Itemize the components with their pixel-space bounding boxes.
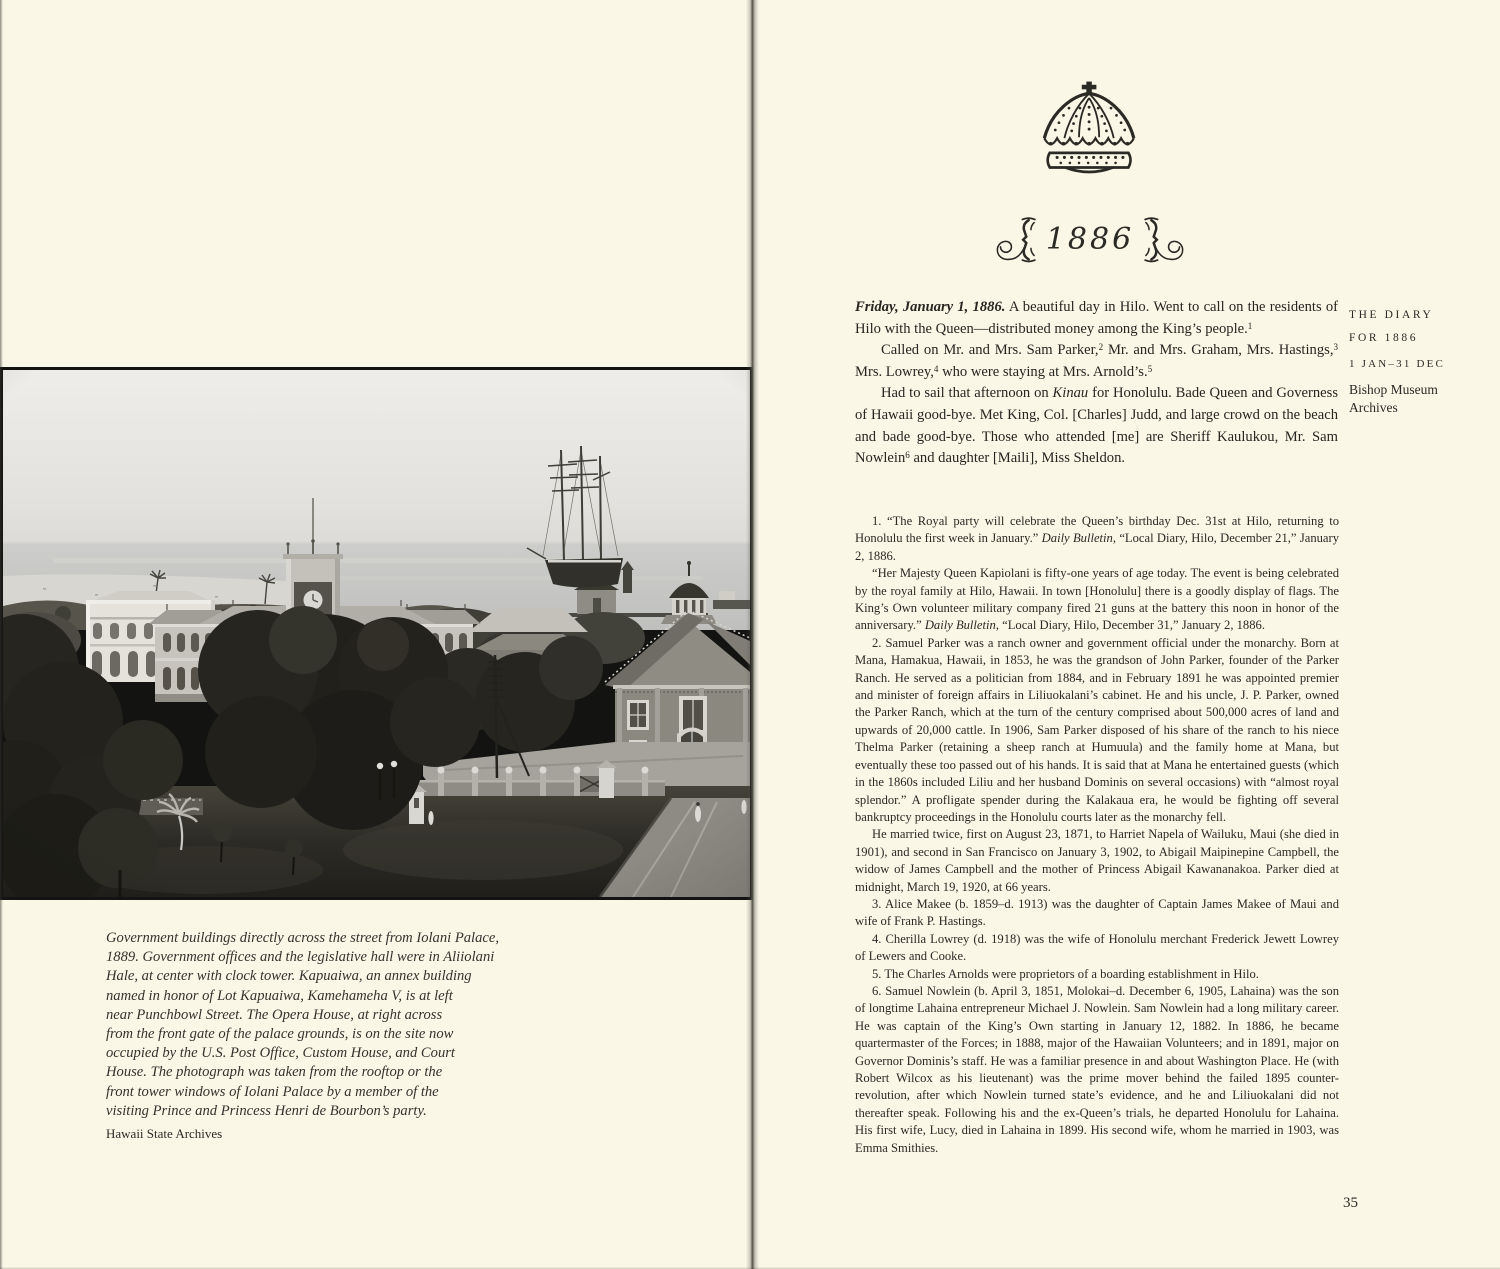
paragraph: 4. Cherilla Lowrey (d. 1918) was the wife of Honolulu merchant Frederick Jewett Lowrey of Lewers and Cooke. bbox=[855, 931, 1339, 964]
year-flourish-left-icon bbox=[988, 212, 1038, 266]
margin-sidebar bbox=[1349, 304, 1491, 416]
paragraph: Called on Mr. and Mrs. Sam Parker,$^2$ Mr. and Mrs. Graham, Mrs. Hastings,$^3$ Mrs. Lowrey,$^4$ who were staying at Mrs. Arnold’s.$^5$ bbox=[855, 342, 1338, 380]
caption-line: Government buildings directly across the street from Iolani Palace, bbox=[106, 930, 500, 946]
crown-icon bbox=[1037, 77, 1143, 183]
year-ornament bbox=[980, 208, 1200, 270]
footnotes bbox=[855, 513, 1339, 1157]
caption-line: visiting Prince and Princess Henri de Bourbon’s party. bbox=[106, 1102, 427, 1119]
paragraph: Friday, January 1, 1886. A beautiful day in Hilo. Went to call on the residents of Hilo with the Queen—distributed money among the King’s people.$^1$ bbox=[855, 299, 1339, 337]
paragraph: “Her Majesty Queen Kapiolani is fifty-one years of age today. The event is being celebrated by the royal family at Hilo, Hawaii. In town [Honolulu] there is a goodly display of flags. The King’s Own volunteer military company fired 21 guns at the battery this noon in honor of the anniversary.” Daily Bulletin, “Local Diary, Hilo, December 31,” January 2, 1886. bbox=[855, 566, 1339, 633]
page-gutter bbox=[746, 0, 759, 1269]
government-buildings-photo bbox=[3, 370, 750, 897]
year-label: 1886 bbox=[1045, 221, 1135, 257]
caption-line: from the front gate of the palace grounds, is on the site now bbox=[106, 1026, 454, 1043]
sidebar-source-line1: Bishop Museum bbox=[1349, 382, 1438, 397]
photo-caption bbox=[106, 929, 536, 1121]
page-left-edge bbox=[0, 0, 3, 1269]
paragraph: 6. Samuel Nowlein (b. April 3, 1851, Molokai–d. December 6, 1905, Lahaina) was the son of longtime Lahaina entrepreneur Michael J. Nowlein. Sam Nowlein had a long military career. He was captain of the King’s Own starting in January 12, 1882. In 1886, he became quartermaster of the Forces; in 1888, major of the Hawaiian Volunteers; and in 1891, major on Governor Dominis’s staff. He was a familiar presence in and about Washington Place. He (with Robert Wilcox as his lieutenant) was the prime mover behind the failed 1895 counter-revolution, after which Nowlein turned state’s evidence, and he and Liliuokalani did not thereafter speak. Following his and the ex-Queen’s trials, he departed Honolulu for Lahaina. His first wife, Lucy, died in Lahaina in 1899. His second wife, whom he married in 1903, was Emma Smithies. bbox=[855, 983, 1339, 1155]
caption-line: House. The photograph was taken from the rooftop or the bbox=[106, 1064, 443, 1081]
caption-line: occupied by the U.S. Post Office, Custom House, and Court bbox=[106, 1045, 455, 1062]
diary-entry bbox=[855, 297, 1338, 470]
caption-line: Hale, at center with clock tower. Kapuaiwa, an annex building bbox=[106, 968, 472, 985]
sidebar-date-range: 1 JAN–31 DEC bbox=[1349, 358, 1446, 370]
paragraph: 2. Samuel Parker was a ranch owner and government official under the monarchy. Born at Mana, Hamakua, Hawaii, in 1853, he was the grandson of John Parker, founder of the Parker Ranch. He served as a politician from 1884, and in February 1891 he was appointed premier and minister of foreign affairs in Liliuokalani’s cabinet. He and his uncle, J. P. Parker, owned the Parker Ranch, which at the turn of the century comprised about 500,000 acres of land and upwards of 20,000 cattle. In 1906, Sam Parker disposed of his share of the ranch to his niece Thelma Parker (retaining a sheep ranch at Humuula) and the family home at Mana, but eventually these too passed out of his hands. It is said that at Mana he entertained guests (which in the 1860s included Liliu and her husband Dominis on several occasions) with “almost royal splendor.” A profligate spender during the Kalakaua era, he would be fighting off several bankruptcy proceedings in the Honolulu courts later as the monarchy fell. bbox=[855, 635, 1339, 824]
photo-frame bbox=[0, 367, 753, 900]
photo-credit: Hawaii State Archives bbox=[106, 1126, 223, 1141]
paragraph: He married twice, first on August 23, 1871, to Harriet Napela of Wailuku, Maui (she died in 1901), and second in San Francisco on January 3, 1902, to Abigail Maipinepine Campbell, the widow of James Campbell and the mother of Princess Abigail Kawananakoa. Parker died at midnight, March 19, 1920, at 66 years. bbox=[855, 827, 1339, 894]
paragraph: 5. The Charles Arnolds were proprietors of a boarding establishment in Hilo. bbox=[872, 966, 1259, 981]
paragraph: 3. Alice Makee (b. 1859–d. 1913) was the daughter of Captain James Makee of Maui and wife of Frank P. Hastings. bbox=[855, 896, 1339, 929]
sidebar-source-line2: Archives bbox=[1349, 399, 1398, 415]
sidebar-title-line2: FOR 1886 bbox=[1349, 331, 1419, 344]
vignette bbox=[3, 370, 750, 897]
photo-credit-wrap bbox=[106, 1124, 536, 1143]
sidebar-title-line1: THE DIARY bbox=[1349, 309, 1434, 321]
paragraph: Had to sail that afternoon on Kinau for Honolulu. Bade Queen and Governess of Hawaii good-bye. Met King, Col. [Charles] Judd, and large crowd on the beach and bade good-bye. Those who attended [me] are Sheriff Kaulukou, Mr. Sam Nowlein$^6$ and daughter [Maili], Miss Sheldon. bbox=[855, 385, 1338, 467]
caption-line: front tower windows of Iolani Palace by a member of the bbox=[106, 1083, 439, 1100]
caption-line: near Punchbowl Street. The Opera House, at right across bbox=[106, 1006, 443, 1023]
page-number: 35 bbox=[1343, 1195, 1358, 1211]
caption-line: named in honor of Lot Kapuaiwa, Kamehameha V, is at left bbox=[106, 987, 453, 1004]
caption-line: 1889. Government offices and the legislative hall were in Aliiolani bbox=[106, 949, 495, 966]
paragraph: 1. “The Royal party will celebrate the Queen’s birthday Dec. 31st at Hilo, returning to Honolulu the first week in January.” Daily Bulletin, “Local Diary, Hilo, December 21,” January 2, 1886. bbox=[855, 514, 1340, 563]
year-flourish-right-icon bbox=[1142, 212, 1192, 266]
